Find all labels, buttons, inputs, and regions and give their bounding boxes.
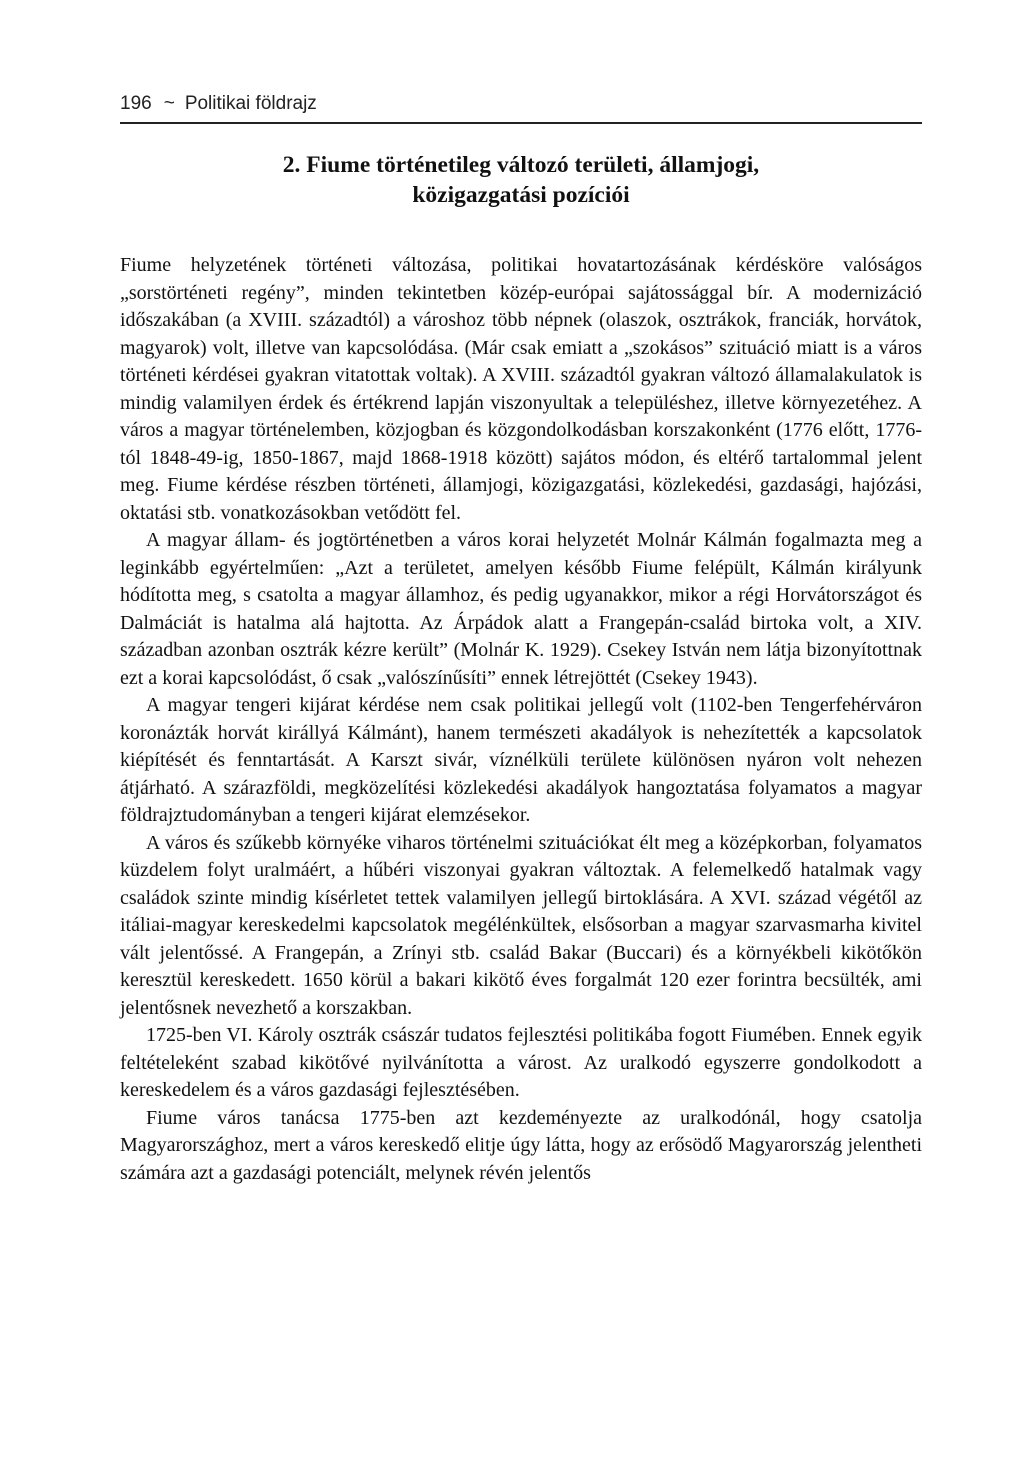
body-text (120, 252, 922, 1187)
section-heading-line-1: 2. Fiume történetileg változó területi, államjogi, (282, 152, 760, 178)
paragraph: A magyar tengeri kijárat kérdése nem csak politikai jellegű volt (1102-ben Tengerfehérváron koronázták horvát királlyá Kálmánt), hanem természeti akadályok is nehezítették a kapcsolatok kiépítését és fenntartását. A Karszt sivár, víznélküli területe különösen nyáron volt nehezen átjárható. A szárazföldi, megközelítési közlekedési akadályok hangoztatása folyamatos a magyar földrajztudományban a tengeri kijárat elemzésekor. (120, 694, 922, 826)
section-heading (120, 150, 922, 210)
section-heading-line-2: közigazgatási pozíciói (412, 182, 630, 208)
running-title: Politikai földrajz (184, 93, 317, 114)
paragraph: 1725-ben VI. Károly osztrák császár tudatos fejlesztési politikába fogott Fiumében. Ennek egyik feltételeként szabad kikötővé nyilvánította a várost. Az uralkodó egyszerre gondolkodott a kereskedelem és a város gazdasági fejlesztésében. (120, 1024, 922, 1101)
header-separator: ~ (163, 93, 175, 114)
paragraph: Fiume város tanácsa 1775-ben azt kezdeményezte az uralkodónál, hogy csatolja Magyarországhoz, mert a város kereskedő elitje úgy látta, hogy az erősödő Magyarország jelentheti számára azt a gazdasági potenciált, melynek révén jelentős (120, 1106, 922, 1184)
page-number: 196 (120, 93, 152, 114)
paragraph: Fiume helyzetének történeti változása, politikai hovatartozásának kérdésköre valóságos „sorstörténeti regény”, minden tekintetben közép-európai sajátossággal bír. A modernizáció időszakában (a XVIII. századtól) a városhoz több népnek (olaszok, osztrákok, franciák, horvátok, magyarok) volt, illetve van kapcsolódása. (Már csak emiatt a „szokásos” szituáció miatt is a város történeti kérdései gyakran vitatottak voltak). A XVIII. századtól gyakran változó államalakulatok is mindig valamilyen érdek és értékrend lapján viszonyultak a településhez, illetve környezetéhez. A város a magyar történelemben, közjogban és közgondolkodásban korszakonként (1776 előtt, 1776-tól 1848-49-ig, 1850-1867, majd 1868-1918 között) sajátos módon, és eltérő tartalommal jelent meg. Fiume kérdése részben történeti, államjogi, közigazgatási, közlekedési, gazdasági, hajózási, oktatási stb. vonatkozásokban vetődött fel. (120, 254, 922, 524)
running-header (120, 92, 922, 124)
paragraph: A magyar állam- és jogtörténetben a város korai helyzetét Molnár Kálmán fogalmazta meg a leginkább egyértelműen: „Azt a területet, amelyen később Fiume felépült, Kálmán királyunk hódította meg, s csatolta a magyar államhoz, és pedig ugyanakkor, mikor a régi Horvátországot és Dalmáciát is hatalma alá hajtotta. Az Árpádok alatt a Frangepán-család birtoka volt, a XIV. században azonban osztrák kézre került” (Molnár K. 1929). Csekey István nem látja bizonyítottnak ezt a korai kapcsolódást, ő csak „valószínűsíti” ennek létrejöttét (Csekey 1943). (120, 529, 922, 689)
paragraph: A város és szűkebb környéke viharos történelmi szituációkat élt meg a középkorban, folyamatos küzdelem folyt uralmáért, a hűbéri viszonyai gyakran változtak. A felemelkedő hatalmak vagy családok szinte mindig kísérletet tettek valamilyen jellegű birtoklására. A XVI. század végétől az itáliai-magyar kereskedelmi kapcsolatok megélénkültek, elsősorban a magyar szarvasmarha kivitel vált jelentőssé. A Frangepán, a Zrínyi stb. család Bakar (Buccari) és a környékbeli kikötőkön keresztül kereskedett. 1650 körül a bakari kikötő éves forgalmát 120 ezer forintra becsülték, ami jelentősnek nevezhető a korszakban. (120, 831, 922, 1019)
